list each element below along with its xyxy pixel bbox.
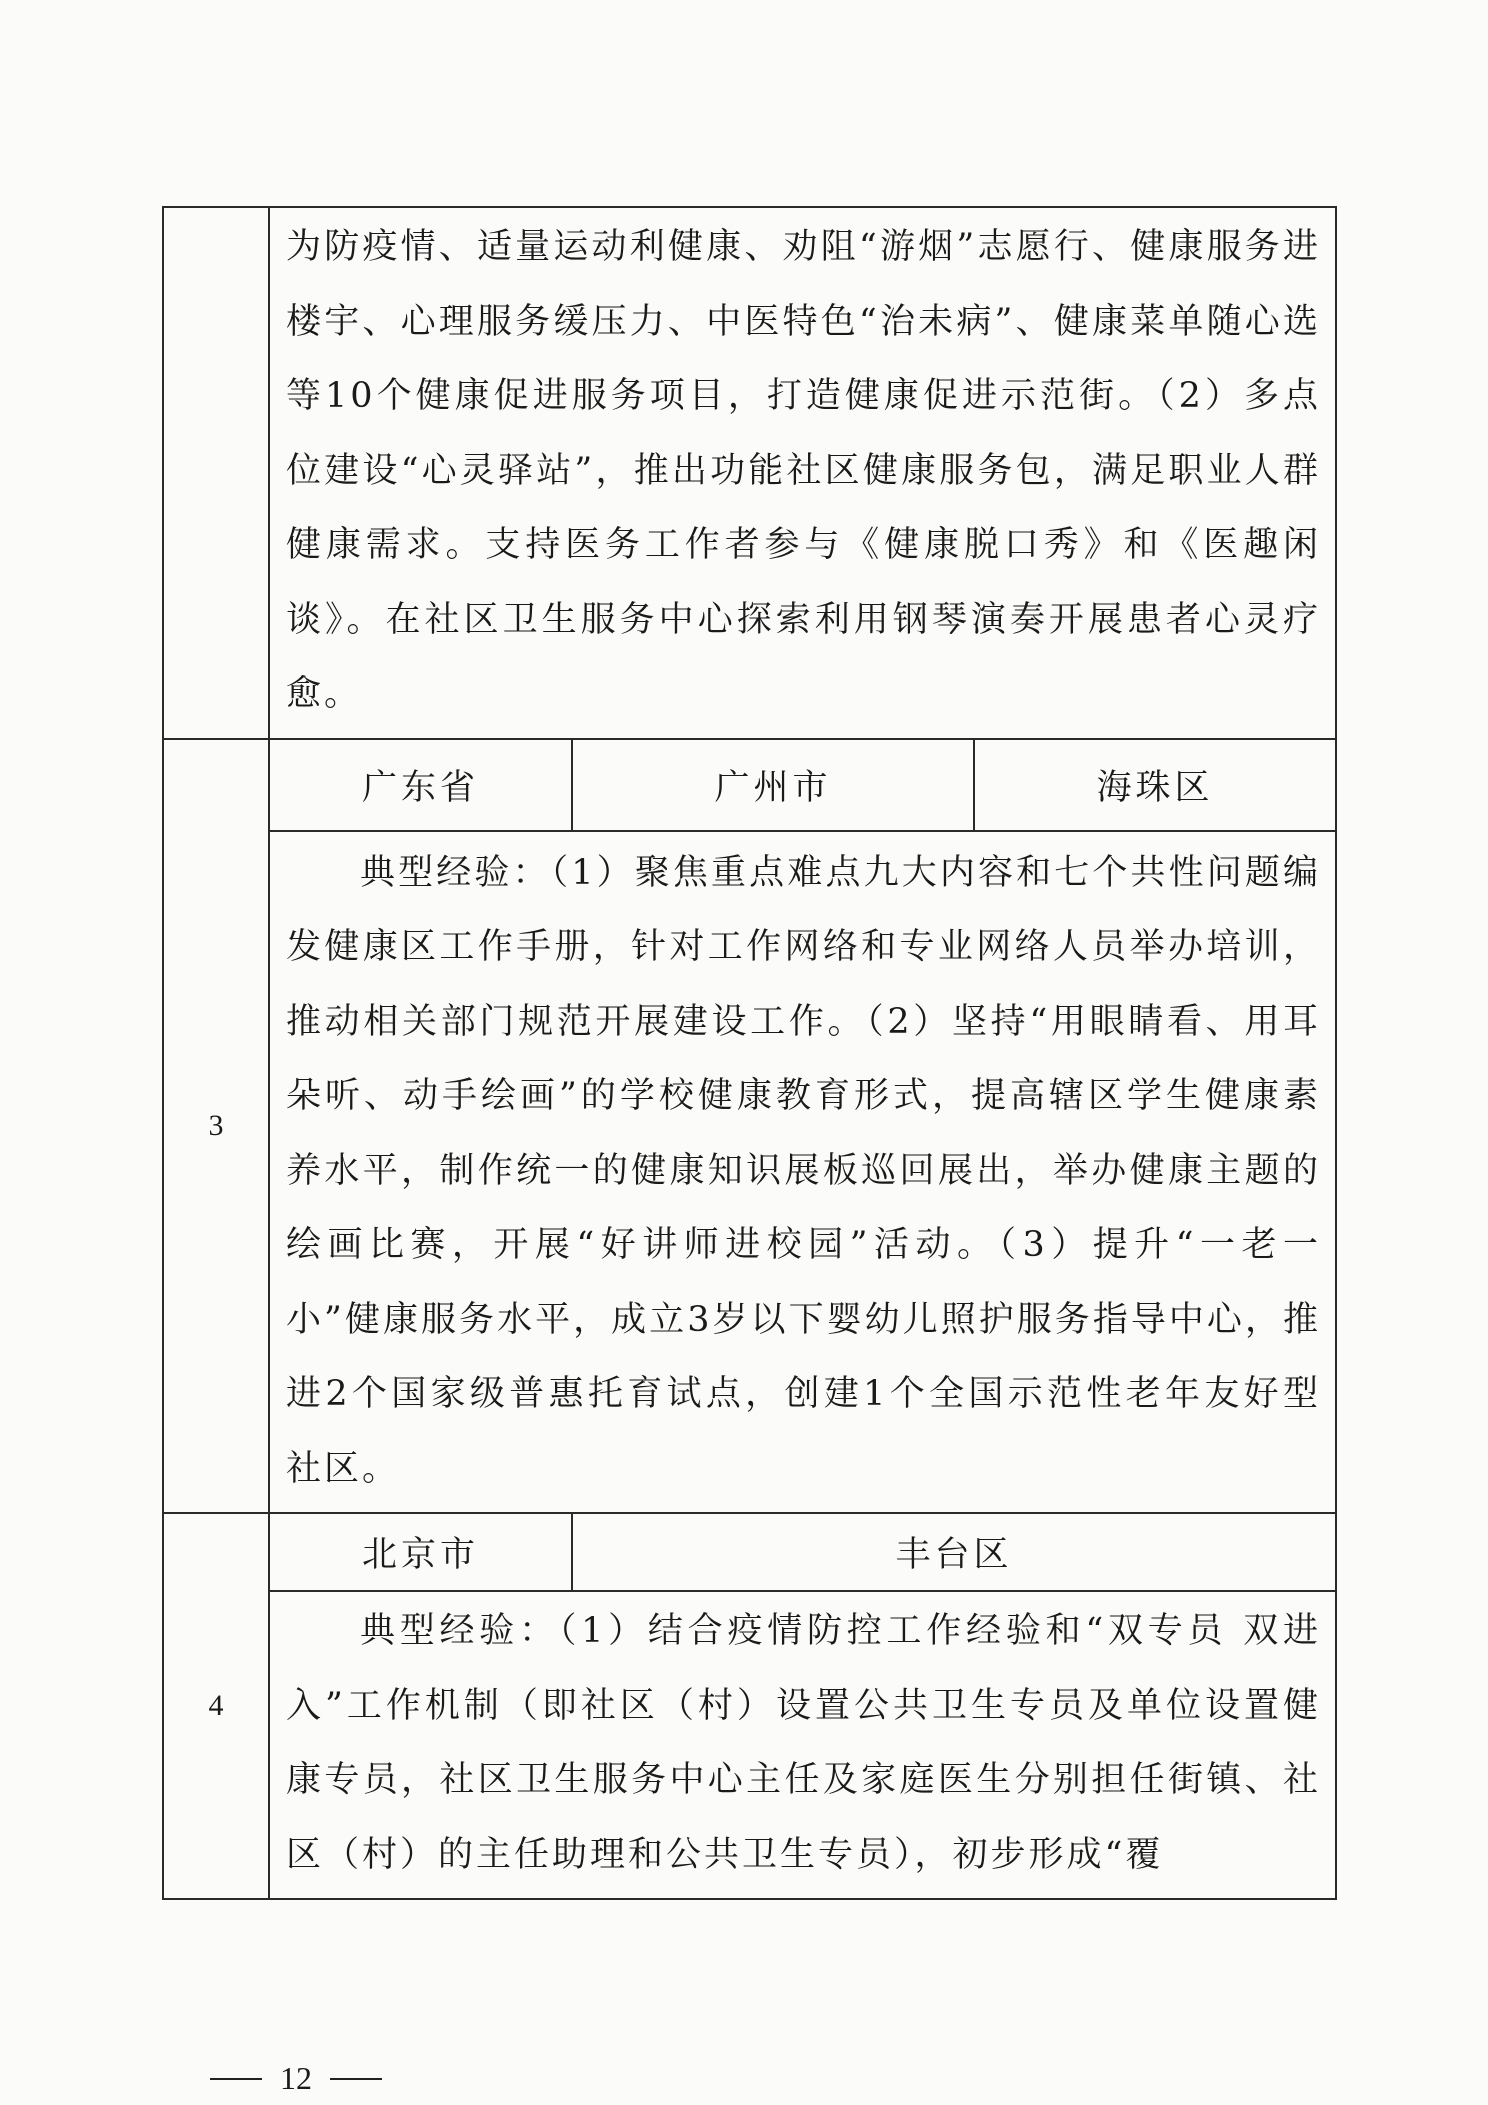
region-header: [270, 1514, 1335, 1592]
city-cell: 北京市: [270, 1514, 572, 1591]
region-header: [270, 740, 1335, 832]
province-cell: 广东省: [270, 740, 572, 831]
city-cell: 广州市: [572, 740, 974, 831]
footer-dash: [210, 2078, 262, 2080]
experience-table: [162, 206, 1337, 1900]
row-number: [163, 207, 269, 739]
page-footer: [210, 2060, 382, 2097]
table-row: [163, 207, 1336, 739]
row-number: 4: [163, 1513, 269, 1899]
table-row: [163, 739, 1336, 1514]
experience-text: 典型经验：（1）结合疫情防控工作经验和“双专员 双进入”工作机制（即社区（村）设置公共卫生专员及单位设置健康专员，社区卫生服务中心主任及家庭医生分别担任街镇、社区（村）的主任助理和公共卫生专员），初步形成“覆: [286, 1611, 1321, 1875]
experience-text: 典型经验：（1）聚焦重点难点九大内容和七个共性问题编发健康区工作手册，针对工作网络和专业网络人员举办培训，推动相关部门规范开展建设工作。（2）坚持“用眼睛看、用耳朵听、动手绘画”的学校健康教育形式，提高辖区学生健康素养水平，制作统一的健康知识展板巡回展出，举办健康主题的绘画比赛，开展“好讲师进校园”活动。（3）提升“一老一小”健康服务水平，成立3岁以下婴幼儿照护服务指导中心，推进2个国家级普惠托育试点，创建1个全国示范性老年友好型社区。: [286, 852, 1321, 1489]
experience-text: 为防疫情、适量运动利健康、劝阻“游烟”志愿行、健康服务进楼宇、心理服务缓压力、中医特色“治未病”、健康菜单随心选等10个健康促进服务项目，打造健康促进示范街。（2）多点位建设“心灵驿站”，推出功能社区健康服务包，满足职业人群健康需求。支持医务工作者参与《健康脱口秀》和《医趣闲谈》。在社区卫生服务中心探索利用钢琴演奏开展患者心灵疗愈。: [286, 227, 1321, 714]
row-number: 3: [163, 739, 269, 1514]
footer-dash: [330, 2078, 382, 2080]
page-number: 12: [280, 2060, 312, 2096]
district-cell: 海珠区: [974, 740, 1335, 831]
district-cell: 丰台区: [572, 1514, 1335, 1591]
table-row: [163, 1513, 1336, 1899]
